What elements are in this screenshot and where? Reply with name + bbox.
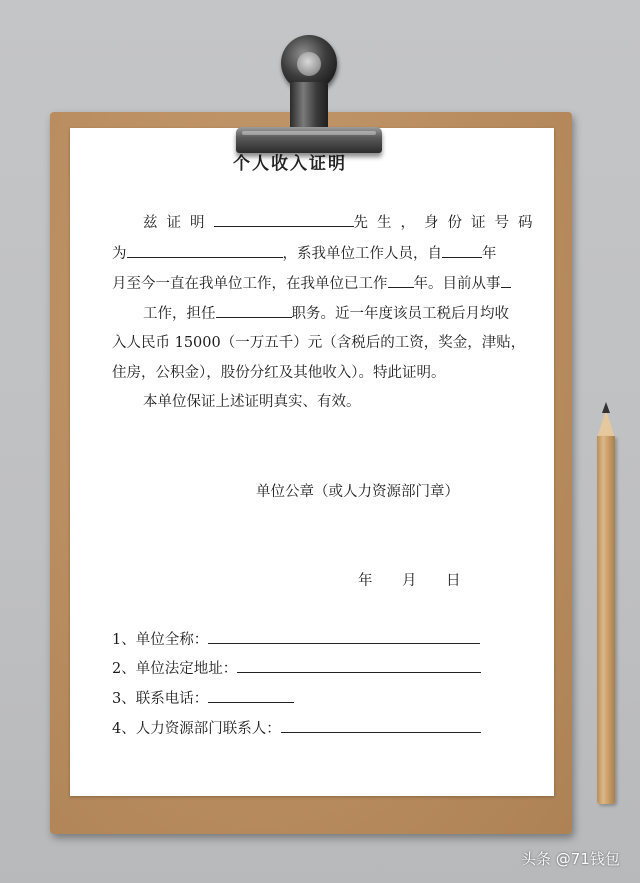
pencil-lead <box>602 402 610 413</box>
text-year: 年 <box>482 246 497 262</box>
date-month: 月 <box>402 573 417 589</box>
blank-name <box>214 214 354 227</box>
text-working-since: 月至今一直在我单位工作，在我单位已工作 <box>112 276 388 292</box>
field-label: 2、单位法定地址： <box>112 661 238 677</box>
pencil-icon <box>597 402 617 804</box>
binder-clip-arm <box>290 82 328 132</box>
blank-id <box>127 245 283 258</box>
paragraph-line-1 <box>143 211 542 232</box>
field-company-address <box>112 657 481 678</box>
text-current-job: 年。目前从事 <box>413 276 501 292</box>
seal-text: 单位公章（或人力资源部门章） <box>256 484 459 500</box>
blank-start-year <box>442 245 482 258</box>
field-label: 4、人力资源部门联系人： <box>112 721 281 737</box>
binder-clip-hole <box>297 52 321 76</box>
text-id-number: 先生，身份证号码 <box>353 215 542 231</box>
paragraph-line-5: 入人民币 15000（一万五千）元（含税后的工资，奖金，津贴， <box>112 335 526 351</box>
date-day: 日 <box>446 573 461 589</box>
binder-clip-base <box>236 127 382 153</box>
date-year: 年 <box>358 573 373 589</box>
paragraph-line-7: 本单位保证上述证明真实、有效。 <box>143 394 361 410</box>
field-label: 3、联系电话： <box>112 691 209 707</box>
text-income-intro: 职务。近一年度该员工税后月均收 <box>291 306 509 322</box>
document-title: 个人收入证明 <box>233 154 347 174</box>
pencil-tip-wood <box>597 410 615 438</box>
paragraph-line-3 <box>112 272 511 293</box>
field-hr-contact <box>112 717 481 738</box>
text-position: 工作，担任 <box>143 306 216 322</box>
field-label: 1、单位全称： <box>112 632 209 648</box>
paragraph-line-6: 住房，公积金），股份分红及其他收入）。特此证明。 <box>112 365 446 381</box>
field-company-name <box>112 628 480 649</box>
blank-position <box>216 305 292 318</box>
field-blank <box>208 631 480 644</box>
field-blank <box>237 660 481 673</box>
text-zizhengming: 兹证明 <box>143 215 214 231</box>
text-staff: ，系我单位工作人员，自 <box>282 246 442 262</box>
blank-years-worked <box>388 275 414 288</box>
field-blank <box>281 720 481 733</box>
pencil-body <box>597 436 615 804</box>
text-wei: 为 <box>112 246 127 262</box>
blank-job <box>501 275 511 288</box>
field-blank <box>208 690 294 703</box>
paragraph-line-4 <box>143 302 509 323</box>
field-phone <box>112 687 294 708</box>
watermark: 头条 @71钱包 <box>521 850 620 868</box>
paragraph-line-2 <box>112 242 497 263</box>
